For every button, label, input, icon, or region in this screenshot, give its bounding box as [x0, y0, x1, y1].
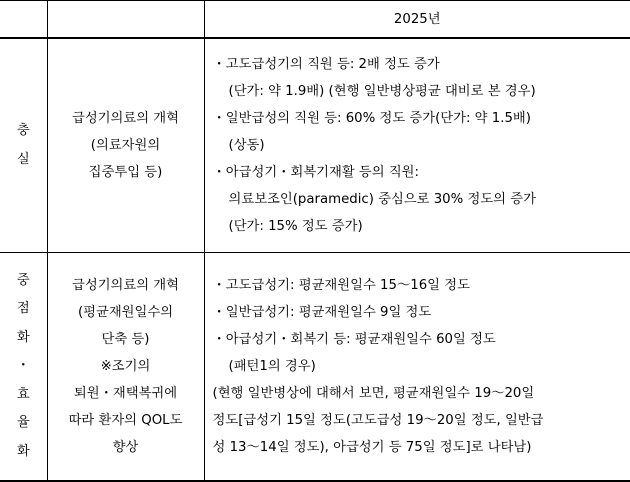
detail-line: 성 13～14일 정도), 아급성기 등 75일 정도]로 나타남)	[213, 434, 630, 461]
header-year-cell	[204, 1, 630, 39]
detail-line: ・아급성기・회복기 등: 평균재원일수 60일 정도	[213, 326, 630, 353]
row-label-char: 율	[0, 409, 47, 438]
row-label-char: 점	[0, 295, 47, 324]
detail-line: ・아급성기・회복기재활 등의 직원:	[213, 159, 630, 186]
row-label-char: 중	[0, 267, 47, 296]
detail-line: ・일반급성의 직원 등: 60% 정도 증가(단가: 약 1.5배)	[213, 105, 630, 132]
detail-line: 의료보조인(paramedic) 중심으로 30% 정도의 증가	[213, 186, 630, 213]
detail-line: 정도[급성기 15일 정도(고도급성 19～20일 정도, 일반급	[213, 407, 630, 434]
category-line: 단축 등)	[52, 326, 200, 353]
category-line: ※조기의	[52, 353, 200, 380]
row-label-char: 화	[0, 438, 47, 467]
row-label-cell	[0, 38, 47, 253]
row-label-char: ・	[0, 352, 47, 381]
detail-line: ・고도급성기: 평균재원일수 15～16일 정도	[213, 272, 630, 299]
category-line: 급성기의료의 개혁	[52, 272, 200, 299]
category-line: 따라 환자의 QOL도	[52, 407, 200, 434]
row-details-cell	[204, 38, 630, 253]
detail-line: (현행 일반병상에 대해서 보면, 평균재원일수 19～20일	[213, 380, 630, 407]
header-empty-cell-label	[0, 1, 47, 39]
category-line: (평균재원일수의	[52, 299, 200, 326]
header-year: 2025년	[394, 12, 441, 27]
header-empty-cell-category	[47, 1, 204, 39]
category-line: 향상	[52, 434, 200, 461]
row-details-cell	[204, 253, 630, 482]
detail-line: (단가: 15% 정도 증가)	[213, 213, 630, 240]
table-row-focus-efficiency	[0, 253, 630, 482]
category-line: (의료자원의	[52, 132, 200, 159]
table-header-row	[0, 1, 630, 39]
detail-line: ・고도급성기의 직원 등: 2배 정도 증가	[213, 51, 630, 78]
category-line: 퇴원・재택복귀에	[52, 380, 200, 407]
row-label-char: 실	[0, 146, 47, 175]
row-label-char: 충	[0, 117, 47, 146]
category-line: 집중투입 등)	[52, 159, 200, 186]
row-label-char: 화	[0, 324, 47, 353]
row-label-char: 효	[0, 381, 47, 410]
row-category-cell	[47, 38, 204, 253]
detail-line: (패턴1의 경우)	[213, 353, 630, 380]
category-line: 급성기의료의 개혁	[52, 105, 200, 132]
detail-line: ・일반급성기: 평균재원일수 9일 정도	[213, 299, 630, 326]
detail-line: (단가: 약 1.9배) (현행 일반병상평균 대비로 본 경우)	[213, 78, 630, 105]
detail-line: (상동)	[213, 132, 630, 159]
row-category-cell	[47, 253, 204, 482]
row-label-cell	[0, 253, 47, 482]
table-row-enrichment	[0, 38, 630, 253]
